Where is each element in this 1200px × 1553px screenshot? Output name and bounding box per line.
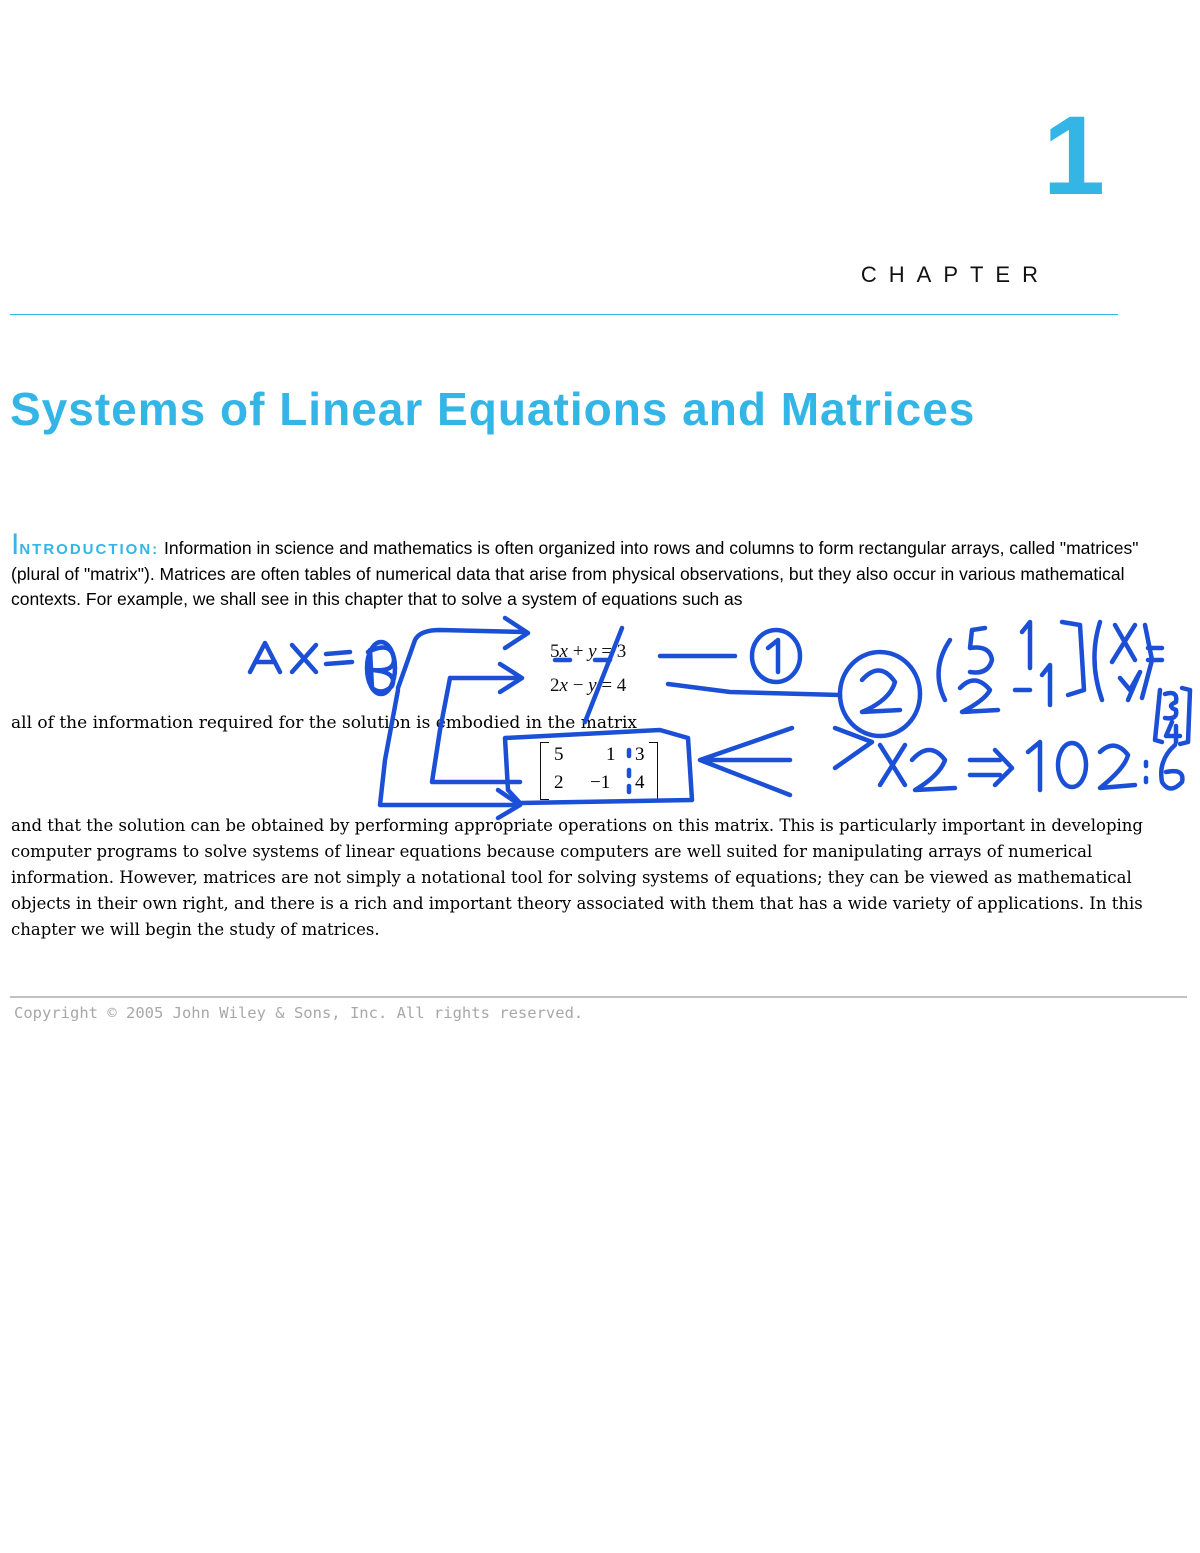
eq1-op: + [567,641,589,662]
equation-2 [550,675,626,697]
ink-circle-1 [752,630,800,682]
eq1-rhs: = 3 [596,641,627,662]
ink-digit-2 [862,670,900,712]
chapter-number: 1 [1042,93,1105,218]
intro-heading-text: NTRODUCTION: [19,541,160,558]
intro-text: Information in science and mathematics is often organized into rows and columns to form rectangular arrays, called "matrices" (plural of "matrix"). Matrices are often tables of numerical data that arise from physical observations, but they also occur in various mathematical contexts. For example, we shall see in this chapter that to solve a system of equations such as [11,538,1139,609]
matrix-cell: 5 [554,744,564,765]
handwritten-x2-result [880,742,1182,790]
chapter-label: CHAPTER [860,262,1050,287]
ink-circle-2 [840,652,920,736]
handwritten-rhs-vector [1155,688,1190,744]
ink-arrowhead [505,618,528,648]
eq2-coef: 2 [550,675,560,696]
intro-drop-cap: I [11,528,20,561]
equation-1 [550,641,626,663]
header-divider [10,314,1118,315]
copyright-notice: Copyright © 2005 John Wiley & Sons, Inc. All rights reserved. [14,1004,584,1022]
body-text: and that the solution can be obtained by performing appropriate operations on this matrix. This is particularly important in developing computer programs to solve systems of linear equations because computers are well suited for manipulating arrays of numerical information. However, matrices are not simply a notational tool for solving systems of equations; they can be viewed as mathematical objects in their own right, and there is a rich and important theory associated with them that has a wide variety of applications. In this chapter we will begin the study of matrices. [11,816,1143,939]
ink-arrowhead [500,664,522,692]
matrix-cell: 4 [635,772,645,793]
ink-line-eq2 [668,684,840,695]
matrix-right-bracket [649,742,658,800]
eq1-var-y: y [588,641,597,662]
eq2-rhs: = 4 [596,675,627,696]
ink-arrow-to-eq [398,630,525,688]
eq1-coef: 5 [550,641,560,662]
handwritten-coef-matrix [939,622,1162,712]
eq2-var-x: x [559,675,568,696]
body-paragraph [11,813,1189,943]
ink-arrow-back [700,728,792,795]
eq2-var-y: y [588,675,597,696]
ink-digit-1 [768,640,778,672]
eq1-var-x: x [559,641,568,662]
matrix-left-bracket [540,742,549,800]
chapter-title: Systems of Linear Equations and Matrices [10,383,976,435]
footer-divider [10,996,1187,998]
intro-paragraph [11,528,1186,612]
matrix-cell: 3 [635,744,645,765]
handwritten-ax-eq-b [250,642,395,694]
eq2-op: − [567,675,589,696]
matrix-cell: 1 [606,744,616,765]
matrix-cell: −1 [590,772,611,793]
matrix-intro-line: all of the information required for the solution is embodied in the matrix [11,713,637,733]
ink-arrow-to-x2 [835,728,872,768]
intro-heading [11,528,160,561]
augmented-matrix [540,742,658,798]
matrix-cell: 2 [554,772,564,793]
ink-arrow-loop [380,690,520,805]
